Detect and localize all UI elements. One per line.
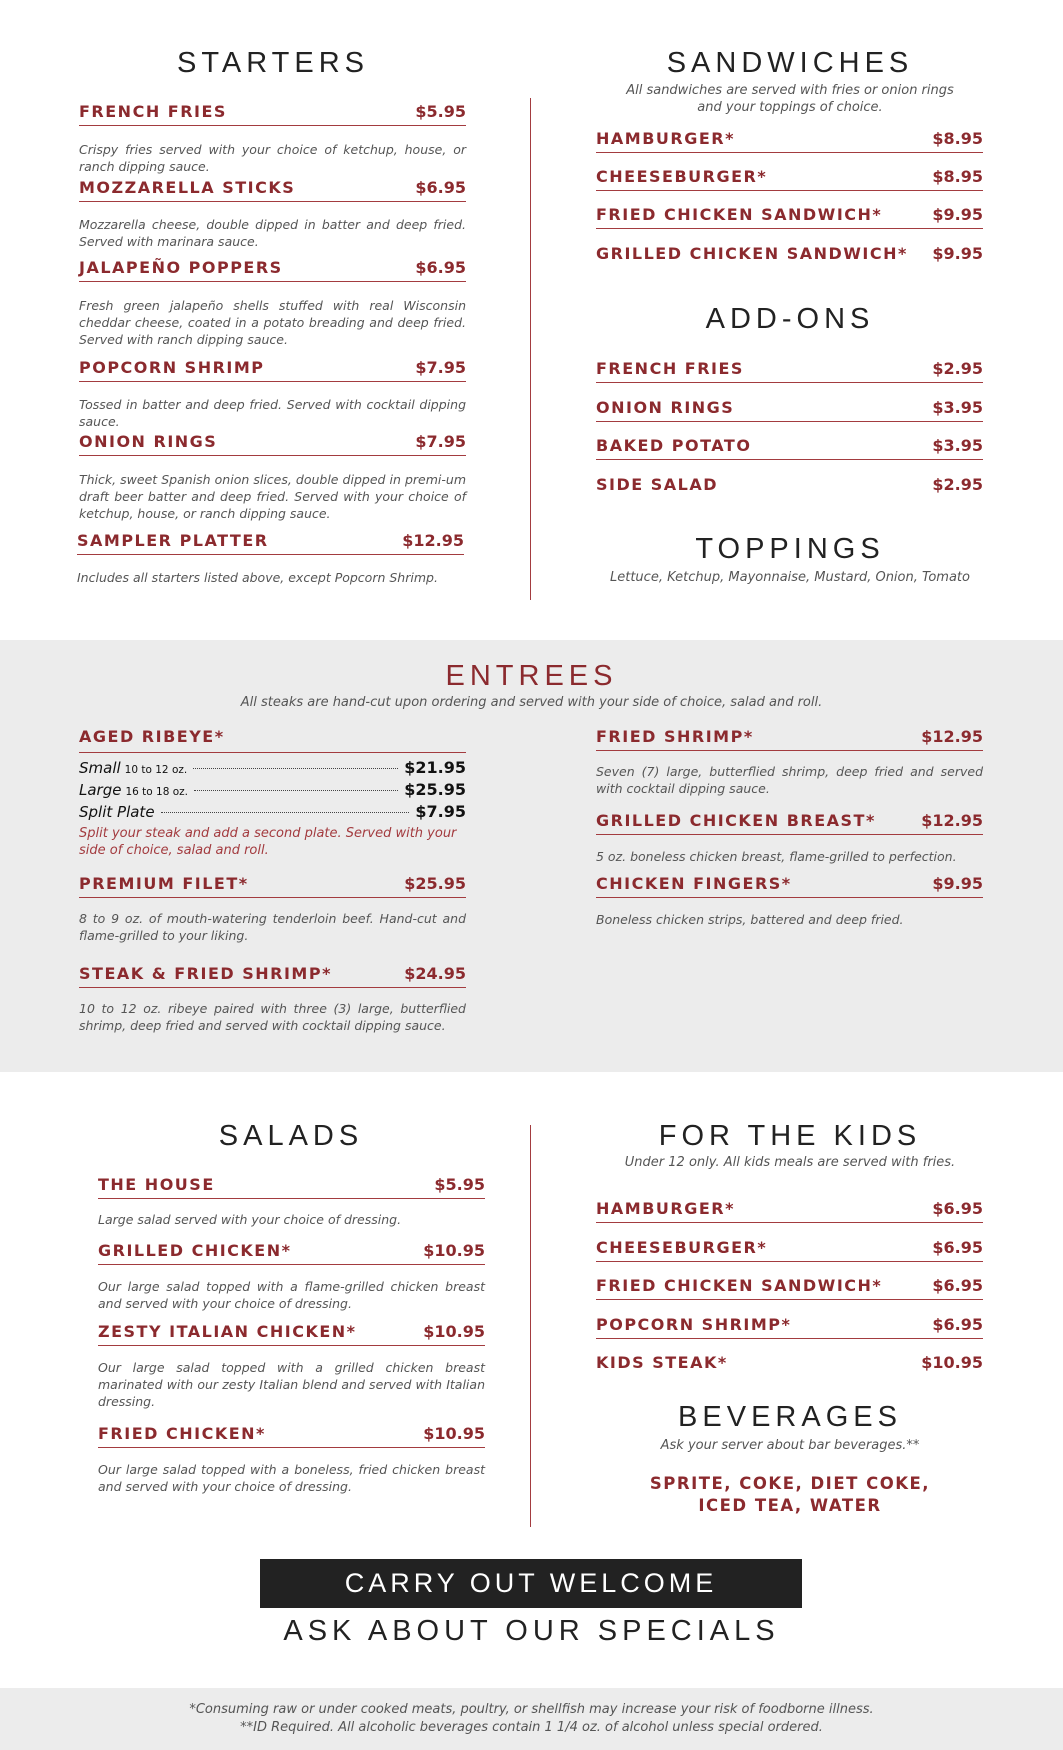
item-price: $12.95 [921, 811, 983, 830]
item-description: Fresh green jalapeño shells stuffed with real Wisconsin cheddar cheese, coated in a potato breading and deep fried. Served with ranch dipping sauce. [79, 298, 466, 347]
sandwiches-heading: SANDWICHES [666, 47, 914, 79]
menu-item-row [596, 398, 983, 422]
beverages-list-line-1: SPRITE, COKE, DIET COKE, [649, 1474, 931, 1493]
size-weight: 10 to 12 oz. [124, 764, 188, 776]
addons-heading: ADD-ONS [705, 303, 875, 335]
footer-disclaimer-1: *Consuming raw or under cooked meats, poultry, or shellfish may increase your risk of foodborne illness. [189, 1702, 874, 1717]
item-name: PREMIUM FILET* [79, 874, 249, 893]
item-name: ONION RINGS [596, 398, 735, 417]
size-name: Small [79, 759, 121, 777]
leader-dots [161, 812, 410, 813]
menu-item-row [596, 1276, 983, 1300]
item-name: FRIED CHICKEN SANDWICH* [596, 1276, 883, 1295]
item-description: 8 to 9 oz. of mouth-watering tenderloin beef. Hand-cut and flame-grilled to your liking. [79, 911, 466, 943]
menu-item-row [596, 811, 983, 835]
footer-disclaimer-2: **ID Required. All alcoholic beverages contain 1 1/4 oz. of alcohol unless special ordered. [240, 1720, 823, 1735]
item-name: KIDS STEAK* [596, 1353, 728, 1372]
sandwiches-subtitle: All sandwiches are served with fries or onion rings [626, 83, 954, 98]
size-label [79, 781, 188, 799]
ribeye-sizes [79, 758, 466, 824]
menu-item-row [596, 874, 983, 898]
starters-heading: STARTERS [176, 47, 369, 79]
ribeye-divider [79, 752, 466, 753]
item-name: POPCORN SHRIMP* [596, 1315, 792, 1334]
item-price: $10.95 [423, 1322, 485, 1341]
item-name: CHICKEN FINGERS* [596, 874, 792, 893]
item-price: $6.95 [932, 1238, 983, 1257]
size-price: $7.95 [415, 802, 466, 821]
menu-item-row [79, 874, 466, 898]
item-name: JALAPEÑO POPPERS [79, 258, 283, 277]
beverages-heading: BEVERAGES [678, 1401, 902, 1433]
carry-out-banner: CARRY OUT WELCOME [260, 1559, 802, 1608]
menu-item-row [596, 436, 983, 460]
item-description: Our large salad topped with a flame-grilled chicken breast and served with your choice of dressing. [98, 1279, 485, 1311]
item-name: HAMBURGER* [596, 129, 735, 148]
column-divider [530, 98, 531, 600]
kids-heading: FOR THE KIDS [658, 1120, 922, 1152]
item-name: GRILLED CHICKEN* [98, 1241, 292, 1260]
toppings-list: Lettuce, Ketchup, Mayonnaise, Mustard, Onion, Tomato [610, 570, 970, 585]
item-price: $2.95 [932, 475, 983, 494]
menu-item-row [79, 178, 466, 202]
beverages-subtitle: Ask your server about bar beverages.** [660, 1438, 920, 1453]
entrees-heading: ENTREES [445, 660, 618, 692]
menu-item-row [79, 358, 466, 382]
item-description: Tossed in batter and deep fried. Served with cocktail dipping sauce. [79, 397, 466, 429]
item-description: Our large salad topped with a grilled chicken breast marinated with our zesty Italian blend and served with Italian dressing. [98, 1360, 485, 1409]
item-price: $3.95 [932, 436, 983, 455]
item-description: Mozzarella cheese, double dipped in batter and deep fried. Served with marinara sauce. [79, 217, 466, 249]
split-plate-note: Split your steak and add a second plate. Served with your side of choice, salad and roll. [79, 826, 457, 858]
menu-item-row [79, 432, 466, 456]
item-description: 5 oz. boneless chicken breast, flame-grilled to perfection. [596, 849, 957, 864]
item-price: $6.95 [932, 1315, 983, 1334]
menu-item-row [596, 129, 983, 153]
menu-item-row [596, 244, 983, 267]
size-row [79, 802, 466, 824]
menu-item-row [79, 727, 466, 750]
size-row [79, 780, 466, 802]
item-price: $2.95 [932, 359, 983, 378]
menu-item-row [596, 167, 983, 191]
item-price: $9.95 [932, 244, 983, 263]
item-price: $7.95 [415, 358, 466, 377]
size-name: Large [79, 781, 122, 799]
menu-item-row [596, 1238, 983, 1262]
size-row [79, 758, 466, 780]
item-price: $12.95 [921, 727, 983, 746]
specials-tagline: ASK ABOUT OUR SPECIALS [283, 1615, 780, 1647]
item-description: Seven (7) large, butterflied shrimp, deep fried and served with cocktail dipping sauce. [596, 764, 983, 796]
item-price: $10.95 [423, 1241, 485, 1260]
item-price: $10.95 [921, 1353, 983, 1372]
menu-item-row [98, 1322, 485, 1346]
item-price: $3.95 [932, 398, 983, 417]
toppings-heading: TOPPINGS [695, 533, 885, 565]
column-divider [530, 1125, 531, 1527]
item-description: Crispy fries served with your choice of ketchup, house, or ranch dipping sauce. [79, 142, 466, 174]
menu-item-row [98, 1175, 485, 1199]
item-price: $24.95 [404, 964, 466, 983]
menu-item-row [596, 1353, 983, 1376]
item-name: FRIED CHICKEN* [98, 1424, 266, 1443]
item-name: FRENCH FRIES [596, 359, 744, 378]
menu-item-row [98, 1424, 485, 1448]
item-description: 10 to 12 oz. ribeye paired with three (3) large, butterflied shrimp, deep fried and served with cocktail dipping sauce. [79, 1001, 466, 1033]
leader-dots [193, 768, 398, 769]
menu-item-row [77, 531, 464, 555]
item-description: Thick, sweet Spanish onion slices, double dipped in premi-um draft beer batter and deep fried. Served with your choice of ketchup, house, or ranch dipping sauce. [79, 472, 466, 521]
size-price: $25.95 [404, 780, 466, 799]
item-price: $6.95 [415, 178, 466, 197]
item-name: THE HOUSE [98, 1175, 215, 1194]
entrees-subtitle: All steaks are hand-cut upon ordering and served with your side of choice, salad and roll. [240, 695, 823, 710]
menu-item-row [79, 102, 466, 126]
menu-item-row [79, 964, 466, 988]
menu-item-row [596, 359, 983, 383]
item-name: SAMPLER PLATTER [77, 531, 269, 550]
item-description: Boneless chicken strips, battered and deep fried. [596, 912, 904, 927]
item-description: Our large salad topped with a boneless, fried chicken breast and served with your choice of dressing. [98, 1462, 485, 1494]
menu-item-row [596, 1199, 983, 1223]
item-name: SIDE SALAD [596, 475, 719, 494]
item-name: BAKED POTATO [596, 436, 752, 455]
size-weight: 16 to 18 oz. [125, 786, 189, 798]
item-price: $6.95 [932, 1276, 983, 1295]
sandwiches-subtitle: and your toppings of choice. [697, 100, 883, 115]
menu-item-row [596, 727, 983, 751]
menu-item-row [596, 1315, 983, 1339]
item-price: $10.95 [423, 1424, 485, 1443]
item-price: $9.95 [932, 874, 983, 893]
item-name: GRILLED CHICKEN SANDWICH* [596, 244, 908, 263]
item-name: FRIED SHRIMP* [596, 727, 754, 746]
size-label [79, 759, 187, 777]
item-name: AGED RIBEYE* [79, 727, 225, 746]
item-price: $5.95 [415, 102, 466, 121]
item-name: MOZZARELLA STICKS [79, 178, 296, 197]
item-name: STEAK & FRIED SHRIMP* [79, 964, 332, 983]
item-price: $6.95 [415, 258, 466, 277]
item-description: Includes all starters listed above, except Popcorn Shrimp. [77, 570, 438, 585]
item-name: GRILLED CHICKEN BREAST* [596, 811, 876, 830]
item-name: FRIED CHICKEN SANDWICH* [596, 205, 883, 224]
item-price: $25.95 [404, 874, 466, 893]
item-price: $5.95 [434, 1175, 485, 1194]
item-name: ZESTY ITALIAN CHICKEN* [98, 1322, 357, 1341]
item-price: $7.95 [415, 432, 466, 451]
item-name: HAMBURGER* [596, 1199, 735, 1218]
size-price: $21.95 [404, 758, 466, 777]
item-name: CHEESEBURGER* [596, 167, 768, 186]
beverages-list-line-2: ICED TEA, WATER [698, 1496, 882, 1515]
item-price: $12.95 [402, 531, 464, 550]
size-name: Split Plate [79, 803, 155, 821]
item-price: $6.95 [932, 1199, 983, 1218]
item-price: $8.95 [932, 129, 983, 148]
menu-item-row [79, 258, 466, 282]
item-name: POPCORN SHRIMP [79, 358, 265, 377]
kids-subtitle: Under 12 only. All kids meals are served with fries. [624, 1155, 956, 1170]
item-name: CHEESEBURGER* [596, 1238, 768, 1257]
size-label [79, 803, 155, 821]
menu-item-row [596, 205, 983, 229]
item-price: $8.95 [932, 167, 983, 186]
item-name: ONION RINGS [79, 432, 218, 451]
salads-heading: SALADS [218, 1120, 364, 1152]
leader-dots [194, 790, 398, 791]
menu-item-row [596, 475, 983, 498]
item-name: FRENCH FRIES [79, 102, 227, 121]
item-price: $9.95 [932, 205, 983, 224]
menu-item-row [98, 1241, 485, 1265]
item-description: Large salad served with your choice of dressing. [98, 1212, 402, 1227]
